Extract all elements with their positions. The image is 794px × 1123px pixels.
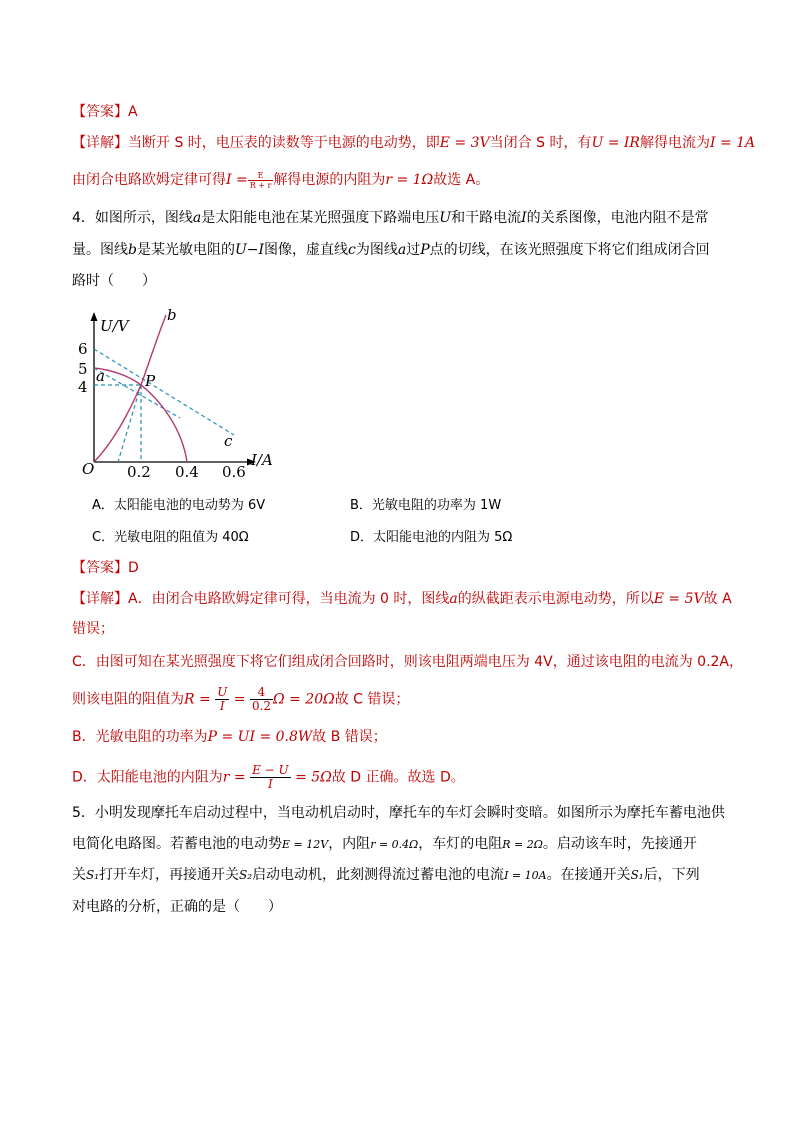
x-tick-0-6: 0.6 — [222, 463, 246, 480]
text: 错误； — [72, 621, 114, 637]
text: 故 D 正确。故选 D。 — [331, 769, 465, 786]
equation: r = — [222, 769, 246, 786]
x-axis-label: I/A — [251, 451, 273, 469]
q4-detail-line-5 — [72, 727, 387, 747]
fraction-e-minus-u-over-i — [250, 764, 291, 791]
variable: U−I — [234, 242, 265, 258]
q5-stem-line-1 — [72, 803, 725, 823]
q3-answer-line — [72, 102, 138, 122]
text: 4．如图所示，图线 — [72, 210, 193, 226]
text: 解得电流为 — [639, 135, 710, 151]
y-axis-label: U/V — [100, 317, 129, 335]
text: 故选 A。 — [433, 172, 490, 188]
fraction — [248, 171, 274, 190]
denominator: 0.2 — [251, 699, 272, 713]
text: 和干路电流 — [451, 210, 522, 226]
variable: a — [397, 242, 407, 258]
equation: I = 10A — [504, 869, 547, 882]
line-c — [94, 349, 234, 435]
curve-b-label: b — [167, 306, 177, 324]
text: 图像，虚直线 — [264, 242, 349, 258]
text: B．光敏电阻的功率为 — [72, 729, 208, 745]
fraction-u-over-i — [215, 686, 229, 713]
equation: U = IR — [591, 135, 640, 151]
text: 当断开 S 时，电压表的读数等于电源的电动势，即 — [128, 135, 440, 151]
text: 路时（ ） — [72, 273, 156, 289]
equation: E = 3V — [439, 135, 490, 151]
q4-detail-line-2 — [72, 619, 114, 639]
text: 过 — [406, 242, 421, 258]
option-d[interactable]: D．太阳能电池的内阻为 5Ω — [350, 530, 513, 545]
curve-b — [94, 315, 166, 462]
text: 故 C 错误； — [334, 691, 410, 708]
answer-label: 【答案】 — [72, 560, 128, 576]
text: 后，下列 — [643, 867, 700, 883]
option-b[interactable]: B．光敏电阻的功率为 1W — [350, 498, 502, 513]
text: 为图线 — [355, 242, 398, 258]
text: 电简化电路图。若蓄电池的电动势 — [72, 836, 282, 852]
text: 对电路的分析，正确的是（ ） — [72, 899, 282, 915]
text: 当闭合 S 时，有 — [489, 135, 592, 151]
text: 故 B 错误； — [312, 729, 387, 745]
line-c-label: c — [224, 432, 233, 450]
y-tick-6: 6 — [78, 340, 88, 358]
q5-stem-line-2 — [72, 834, 697, 855]
q4-graph — [70, 300, 290, 480]
y-tick-4: 4 — [78, 378, 88, 396]
y-axis-arrow — [91, 312, 98, 321]
option-a[interactable]: A．太阳能电池的电动势为 6V — [92, 498, 266, 513]
text: 故 A — [703, 591, 732, 607]
text: 打开车灯，再接通开关 — [99, 867, 240, 883]
equation: E = 5V — [653, 591, 704, 607]
q5-stem-line-3 — [72, 865, 700, 886]
text: 是太阳能电池在某光照强度下路端电压 — [201, 210, 440, 226]
q4-detail-line-1 — [72, 589, 732, 609]
equation: R = 2Ω — [502, 838, 543, 851]
numerator: 4 — [250, 686, 273, 700]
denominator: I — [219, 699, 225, 713]
equation: I = — [226, 172, 248, 188]
switch-s1: S₁ — [86, 868, 100, 882]
text: 是某光敏电阻的 — [136, 242, 235, 258]
denominator: R + r — [249, 180, 272, 190]
variable: c — [348, 242, 356, 258]
q4-detail-line-4 — [72, 686, 409, 713]
q4-detail-line-3 — [72, 652, 743, 672]
y-tick-5: 5 — [78, 360, 88, 378]
equation: P = UI = 0.8W — [207, 729, 313, 745]
variable: a — [449, 591, 458, 607]
variable: b — [128, 242, 137, 258]
text: A．由闭合电路欧姆定律可得，当电流为 0 时，图线 — [128, 591, 450, 607]
text: 量。图线 — [72, 242, 128, 258]
origin-label: O — [82, 460, 95, 478]
variable: U — [439, 210, 452, 226]
text: 则该电阻的阻值为 — [72, 691, 184, 708]
equation: I = 1A — [709, 135, 756, 151]
text: C．由图可知在某光照强度下将它们组成闭合回路时，则该电阻两端电压为 4V，通过该电阻的电流为 0.2A， — [72, 654, 743, 670]
numerator: E — [248, 171, 274, 181]
q3-detail-line-2 — [72, 170, 489, 190]
q3-detail-line-1 — [72, 133, 755, 153]
equation: E = 12V — [282, 838, 329, 851]
text: 的关系图像，电池内阻不是常 — [526, 210, 709, 226]
equation: r = 1Ω — [385, 172, 434, 188]
text: 启动电动机，此刻测得流过蓄电池的电流 — [252, 867, 505, 883]
variable: P — [420, 242, 430, 258]
detail-label: 【详解】 — [72, 591, 128, 607]
text: 。在接通开关 — [546, 867, 631, 883]
q5-stem-line-4 — [72, 897, 282, 917]
text: D．太阳能电池的内阻为 — [72, 769, 223, 786]
variable: a — [192, 210, 202, 226]
text: 的纵截距表示电源电动势，所以 — [457, 591, 654, 607]
variable: I — [521, 210, 527, 226]
equation: R = — [184, 691, 211, 708]
answer-value: A — [128, 104, 138, 120]
text: 点的切线，在该光照强度下将它们组成闭合回 — [429, 242, 710, 258]
q4-answer-line — [72, 558, 139, 578]
text: 由闭合电路欧姆定律可得 — [72, 172, 226, 188]
numerator: E − U — [252, 763, 289, 777]
equation: r = 0.4Ω — [370, 838, 419, 851]
option-c[interactable]: C．光敏电阻的阻值为 40Ω — [92, 530, 249, 545]
text: 关 — [72, 867, 86, 883]
denominator: I — [268, 777, 273, 791]
equation: Ω = 20Ω — [273, 691, 335, 708]
point-p-label: P — [145, 372, 156, 390]
switch-s2: S₂ — [239, 868, 253, 882]
x-tick-0-2: 0.2 — [127, 463, 151, 480]
fraction-4-over-0-2 — [250, 686, 273, 713]
equation: = — [233, 691, 246, 708]
q4-stem-line-1 — [72, 208, 709, 228]
text: ，内阻 — [328, 836, 371, 852]
q4-stem-line-2 — [72, 240, 710, 260]
q4-stem-line-3 — [72, 271, 156, 291]
text: ，车灯的电阻 — [418, 836, 503, 852]
switch-s1: S₁ — [630, 868, 644, 882]
q4-detail-line-6 — [72, 764, 465, 791]
detail-label: 【详解】 — [72, 135, 128, 151]
curve-a-label: a — [96, 367, 105, 385]
answer-value: D — [128, 560, 139, 576]
text: 。启动该车时，先接通开 — [542, 836, 697, 852]
answer-label: 【答案】 — [72, 104, 128, 120]
numerator: U — [217, 685, 228, 699]
text: 5．小明发现摩托车启动过程中，当电动机启动时，摩托车的车灯会瞬时变暗。如图所示为摩托车蓄电池供 — [72, 805, 725, 821]
equation: = 5Ω — [295, 769, 332, 786]
x-tick-0-4: 0.4 — [175, 463, 199, 480]
text: 解得电源的内阻为 — [273, 172, 386, 188]
